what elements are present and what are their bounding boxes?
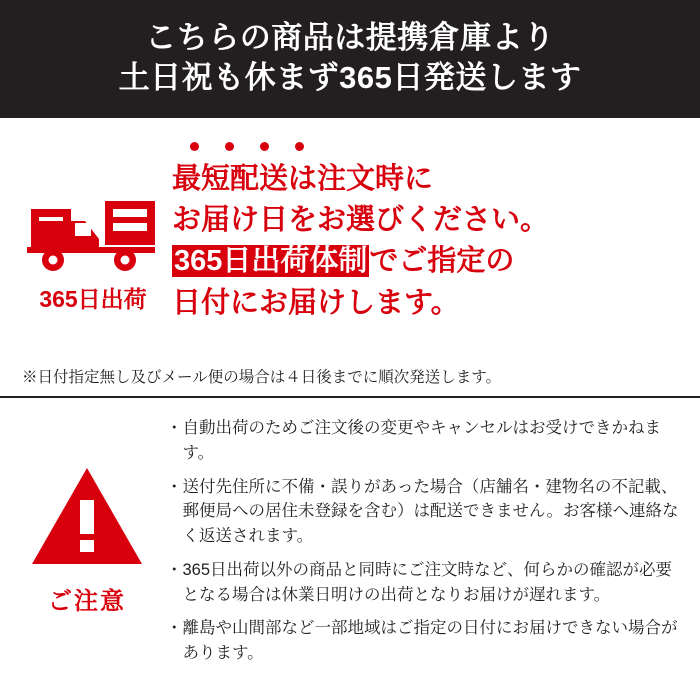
caution-notes-list [166, 408, 688, 692]
list-item-text: 365日出荷以外の商品と同時にご注文時など、何らかの確認が必要となる場合は休業日明けの出荷となりお届けが遅れます。 [182, 560, 673, 604]
delivery-text-block [172, 128, 686, 360]
list-item [166, 616, 688, 666]
delivery-line-4: 日付にお届けします。 [172, 286, 460, 319]
dot-icon [260, 142, 269, 151]
delivery-line-3 [172, 241, 686, 282]
delivery-section [0, 118, 700, 398]
caution-section [0, 398, 700, 700]
delivery-line-1: 最短配送は注文時に [172, 163, 434, 195]
decorative-dots [190, 142, 686, 151]
list-item-text: 離島や山間部など一部地域はご指定の日付にお届けできない場合があります。 [182, 619, 678, 662]
delivery-line-2: お届け日をお選びください。 [172, 204, 550, 237]
bullet-icon: ・ [166, 477, 183, 496]
bullet-icon: ・ [166, 619, 183, 638]
delivery-highlight: 365日出荷体制 [174, 245, 368, 278]
caution-column [8, 408, 166, 692]
dot-icon [190, 142, 199, 151]
list-item [166, 416, 688, 466]
truck-column [14, 128, 172, 360]
bullet-icon: ・ [166, 419, 183, 437]
list-item [166, 475, 688, 549]
warning-triangle-icon [28, 464, 146, 573]
delivery-note: ※日付指定無し及びメール便の場合は４日後までに順次発送します。 [22, 368, 501, 386]
list-item-text: 送付先住所に不備・誤りがあった場合（店舗名・建物名の不記載、郵便局への居住未登録を含む）は配送できません。お客様へ連絡なく返送されます。 [182, 477, 679, 545]
caution-label: ご注意 [48, 588, 126, 615]
truck-label: 365日出荷 [39, 286, 147, 313]
delivery-line-3-rest: でご指定の [369, 245, 515, 278]
dot-icon [295, 142, 304, 151]
dot-icon [225, 142, 234, 151]
delivery-truck-icon [27, 191, 159, 275]
banner-header [0, 0, 700, 116]
list-item-text: 自動出荷のためご注文後の変更やキャンセルはお受けできかねます。 [182, 419, 661, 462]
delivery-section-top [14, 128, 686, 360]
list-item [166, 558, 688, 608]
header-line-2: 土日祝も休まず365日発送します [118, 60, 582, 95]
bullet-icon: ・ [166, 560, 183, 579]
header-line-1: こちらの商品は提携倉庫より [145, 20, 555, 56]
